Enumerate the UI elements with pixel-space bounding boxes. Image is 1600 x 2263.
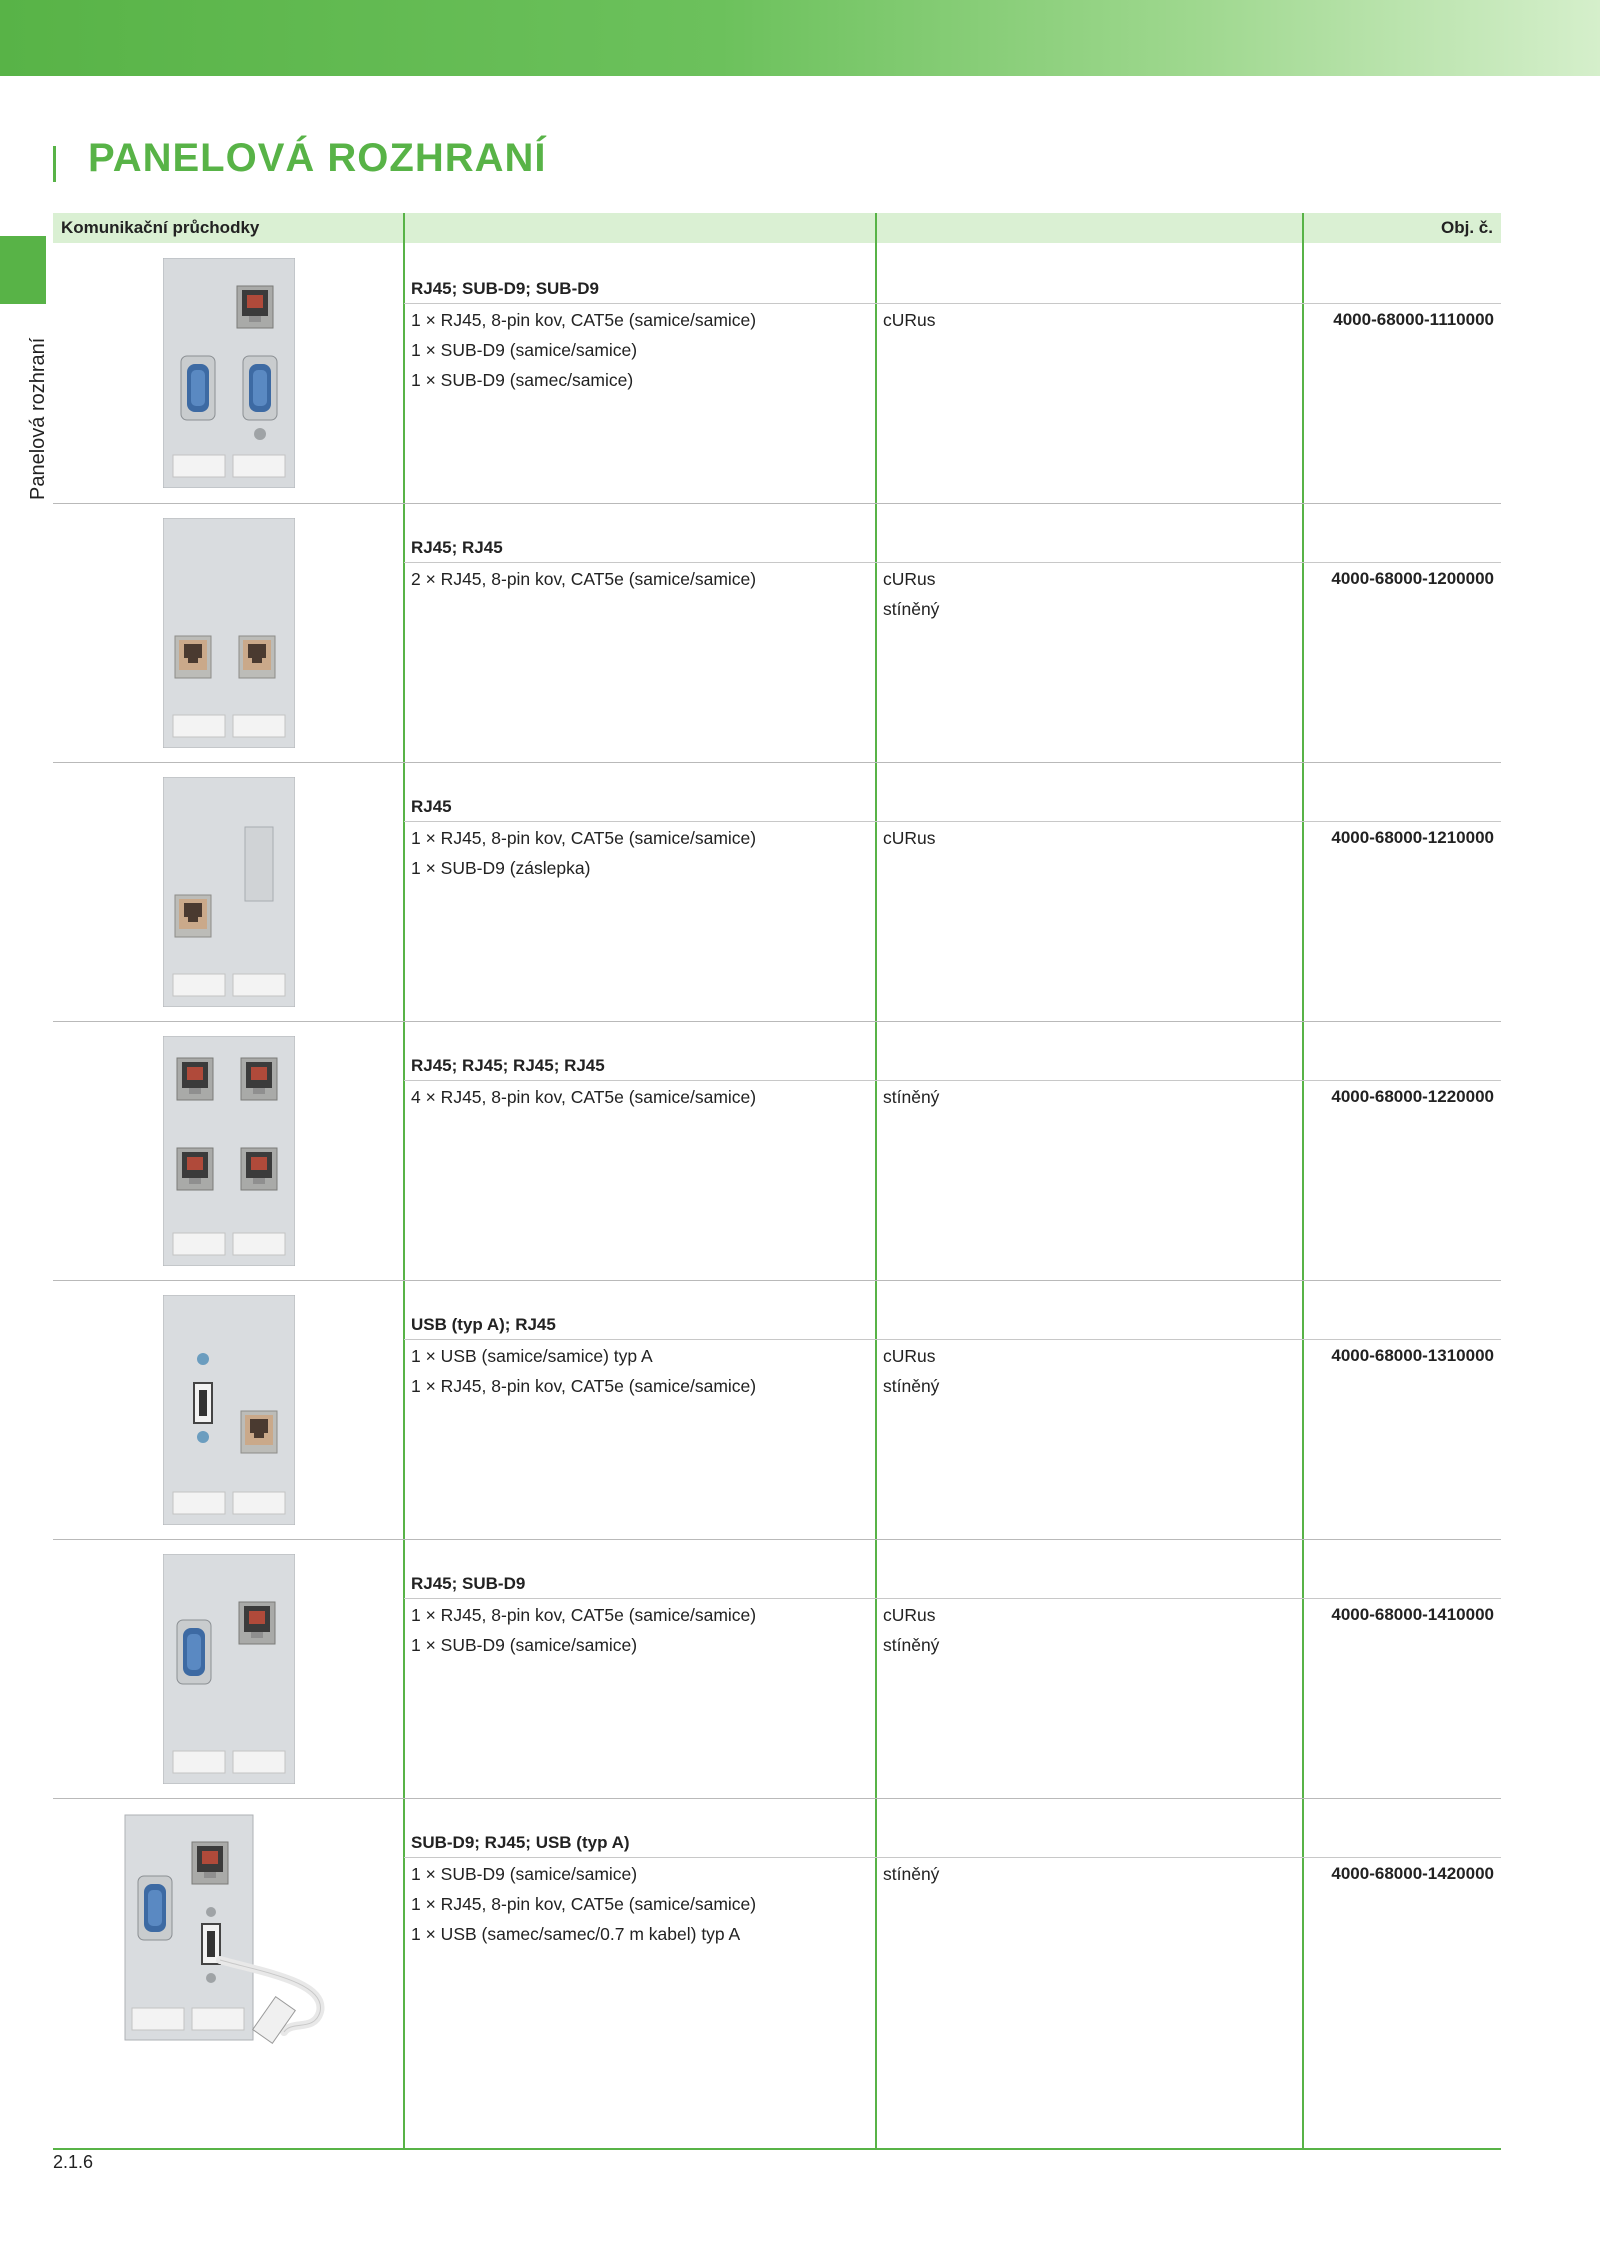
order-number: 4000-68000-1210000 [1331,828,1494,847]
feature-item: cURus [883,828,936,848]
product-name: SUB-D9; RJ45; USB (typ A) [411,1833,630,1852]
feature-item: stíněný [883,1087,940,1107]
description-line: 2 × RJ45, 8-pin kov, CAT5e (samice/samice) [411,569,757,589]
row-separator [53,762,1501,763]
product-name: RJ45; SUB-D9; SUB-D9 [411,279,599,298]
product-name: USB (typ A); RJ45 [411,1315,556,1334]
description-line: 1 × RJ45, 8-pin kov, CAT5e (samice/samice) [411,828,757,848]
name-underline [404,1598,1501,1599]
table-bottom-line [53,2148,1501,2150]
product-description [411,823,756,883]
description-line: 1 × RJ45, 8-pin kov, CAT5e (samice/samice) [411,310,757,330]
product-description [411,1859,756,1949]
product-features [883,1859,939,1889]
name-underline [404,821,1501,822]
side-tab [0,236,46,304]
order-number: 4000-68000-1310000 [1331,1346,1494,1365]
row-separator [53,1539,1501,1540]
order-number: 4000-68000-1110000 [1333,310,1494,329]
row-separator [53,503,1501,504]
feature-item: stíněný [883,1376,940,1396]
product-features [883,823,936,853]
row-separator [53,1798,1501,1799]
description-line: 1 × RJ45, 8-pin kov, CAT5e (samice/samice) [411,1376,757,1396]
name-underline [404,303,1501,304]
name-underline [404,1339,1501,1340]
description-line: 1 × SUB-D9 (samice/samice) [411,1635,638,1655]
order-number: 4000-68000-1220000 [1331,1087,1494,1106]
category-header: Komunikační průchodky [61,218,260,237]
feature-item: stíněný [883,1864,940,1884]
description-line: 1 × RJ45, 8-pin kov, CAT5e (samice/samice) [411,1605,757,1625]
page-number: 2.1.6 [53,2152,94,2172]
order-number: 4000-68000-1420000 [1331,1864,1494,1883]
feature-item: cURus [883,569,936,589]
product-name: RJ45; SUB-D9 [411,1574,526,1593]
order-number: 4000-68000-1200000 [1331,569,1494,588]
description-line: 1 × SUB-D9 (záslepka) [411,858,591,878]
feature-item: stíněný [883,1635,940,1655]
description-line: 1 × SUB-D9 (samice/samice) [411,340,638,360]
feature-item: cURus [883,1605,936,1625]
product-image [163,1295,295,1525]
name-underline [404,1080,1501,1081]
title-marker [53,146,56,182]
order-number-header: Obj. č. [1441,218,1493,237]
name-underline [404,562,1501,563]
feature-item: cURus [883,310,936,330]
description-line: 1 × RJ45, 8-pin kov, CAT5e (samice/samice) [411,1894,757,1914]
product-features [883,1082,939,1112]
feature-item: cURus [883,1346,936,1366]
product-image [163,518,295,748]
description-line: 1 × SUB-D9 (samec/samice) [411,370,634,390]
product-image [163,1554,295,1784]
product-image [122,1812,337,2044]
product-features [883,1600,939,1660]
description-line: 1 × USB (samice/samice) typ A [411,1346,653,1366]
row-separator [53,1021,1501,1022]
product-features [883,564,939,624]
product-image [163,258,295,488]
product-image [163,1036,295,1266]
description-line: 1 × SUB-D9 (samice/samice) [411,1864,638,1884]
table-header [53,213,1501,243]
product-description [411,1341,756,1401]
product-description [411,1082,756,1112]
order-number: 4000-68000-1410000 [1331,1605,1494,1624]
description-line: 1 × USB (samec/samec/0.7 m kabel) typ A [411,1924,741,1944]
product-description [411,1600,756,1660]
product-name: RJ45; RJ45 [411,538,503,557]
product-features [883,1341,939,1401]
product-image [163,777,295,1007]
side-label: Panelová rozhraní [27,337,49,500]
name-underline [404,1857,1501,1858]
product-name: RJ45 [411,797,452,816]
feature-item: stíněný [883,599,940,619]
product-description [411,305,756,395]
product-features [883,305,936,335]
row-separator [53,1280,1501,1281]
description-line: 4 × RJ45, 8-pin kov, CAT5e (samice/samice) [411,1087,757,1107]
top-banner [0,0,1600,76]
page-title: PANELOVÁ ROZHRANÍ [88,136,547,180]
product-name: RJ45; RJ45; RJ45; RJ45 [411,1056,605,1075]
product-description [411,564,756,594]
